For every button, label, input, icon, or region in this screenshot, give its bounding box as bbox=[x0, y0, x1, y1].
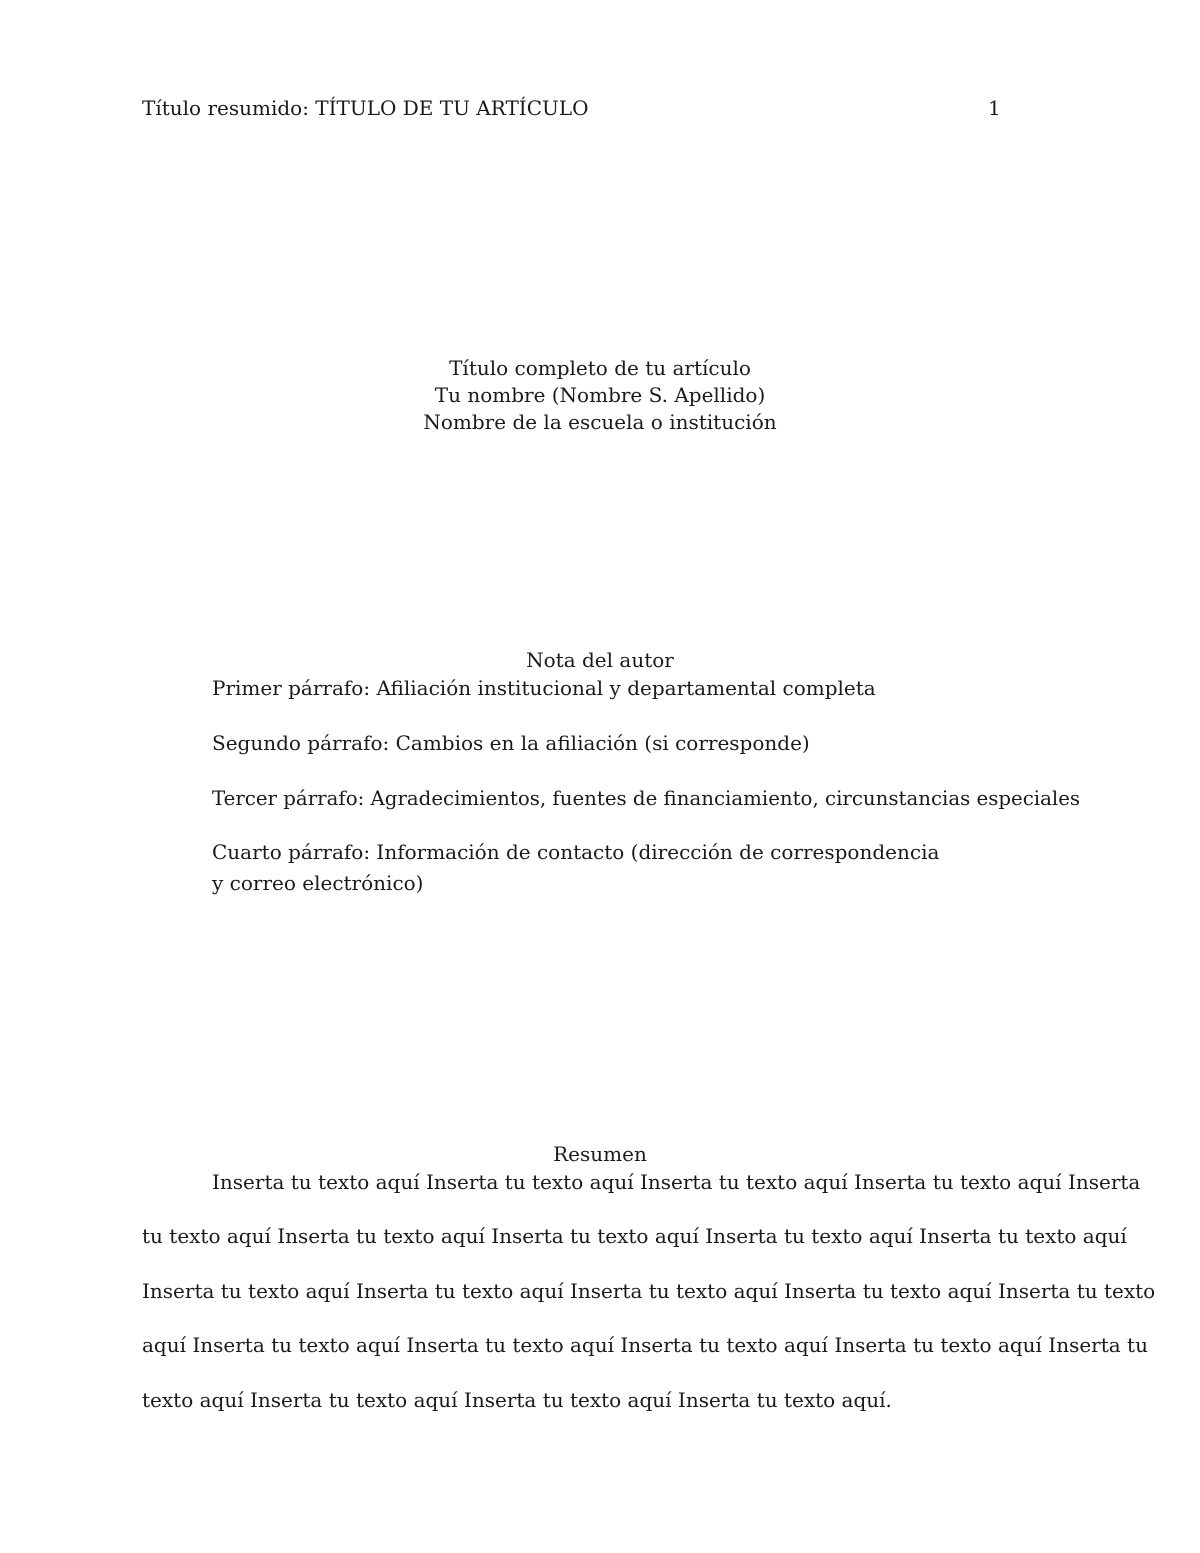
author-note-paragraph-1: Primer párrafo: Afiliación institucional y departamental completa bbox=[212, 676, 876, 700]
author-note-paragraph-3: Tercer párrafo: Agradecimientos, fuentes de financiamiento, circunstancias especiales bbox=[212, 786, 1081, 810]
abstract-line: texto aquí Inserta tu texto aquí Inserta tu texto aquí Inserta tu texto aquí. bbox=[142, 1388, 892, 1412]
author-note-paragraph-2: Segundo párrafo: Cambios en la afiliación (si corresponde) bbox=[212, 731, 810, 755]
author-note-paragraph-4: Cuarto párrafo: Información de contacto (dirección de correspondencia bbox=[212, 840, 940, 864]
paper-title: Título completo de tu artículo bbox=[449, 356, 751, 380]
page-number: 1 bbox=[988, 96, 1001, 120]
abstract-heading: Resumen bbox=[553, 1142, 647, 1166]
abstract-line: aquí Inserta tu texto aquí Inserta tu texto aquí Inserta tu texto aquí Inserta tu texto aquí Inserta tu bbox=[142, 1333, 1148, 1357]
title-block bbox=[0, 355, 1200, 436]
author-note-paragraph-4-cont: y correo electrónico) bbox=[212, 871, 424, 895]
abstract-line: Inserta tu texto aquí Inserta tu texto aquí Inserta tu texto aquí Inserta tu texto aquí Inserta tu texto bbox=[142, 1279, 1156, 1303]
author-name: Tu nombre (Nombre S. Apellido) bbox=[434, 383, 766, 407]
running-head: Título resumido: TÍTULO DE TU ARTÍCULO bbox=[142, 96, 589, 120]
institution-name: Nombre de la escuela o institución bbox=[423, 410, 777, 434]
abstract-line: Inserta tu texto aquí Inserta tu texto aquí Inserta tu texto aquí Inserta tu texto aquí Inserta bbox=[212, 1170, 1141, 1194]
abstract-line: tu texto aquí Inserta tu texto aquí Inserta tu texto aquí Inserta tu texto aquí Inserta tu texto aquí bbox=[142, 1224, 1127, 1248]
author-note-heading: Nota del autor bbox=[526, 648, 674, 672]
